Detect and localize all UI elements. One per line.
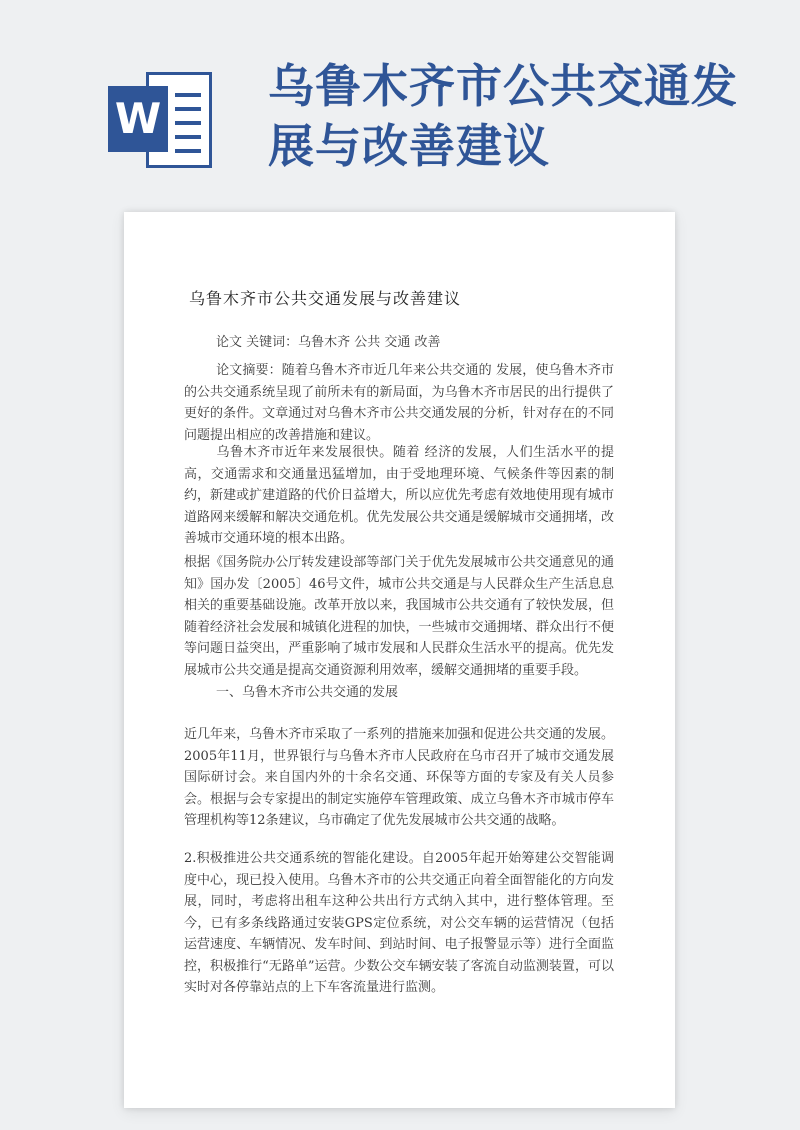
text-line-icon <box>175 121 201 125</box>
body-paragraph-3: 近几年来，乌鲁木齐市采取了一系列的措施来加强和促进公共交通的发展。2005年11月，世界银行与乌鲁木齐市人民政府在乌市召开了城市交通发展国际研讨会。来自国内外的十余名交通、环保等方面的专家及有关人员参会。根据与会专家提出的制定实施停车管理政策、成立乌鲁木齐市城市停车管理机构等12条建议，乌市确定了优先发展城市公共交通的战略。 <box>184 727 614 828</box>
text-line-icon <box>175 107 201 111</box>
abstract-paragraph <box>184 360 614 446</box>
body-paragraph-2: 根据《国务院办公厅转发建设部等部门关于优先发展城市公共交通意见的通知》国办发〔2005〕46号文件，城市公共交通是与人民群众生产生活息息相关的重要基础设施。改革开放以来，我国城市公共交通有了较快发展，但随着经济社会发展和城镇化进程的加快，一些城市交通拥堵、群众出行不便等问题日益突出，严重影响了城市发展和人民群众生活水平的提高。优先发展城市公共交通是提高交通资源利用效率，缓解交通拥堵的重要手段。 <box>184 555 614 678</box>
body-paragraph-1 <box>184 442 614 550</box>
keywords-text: 论文 关键词：乌鲁木齐 公共 交通 改善 <box>216 335 441 350</box>
banner <box>0 0 800 215</box>
word-logo-badge: W <box>108 86 168 152</box>
text-line-icon <box>175 93 201 97</box>
section-heading-1 <box>184 682 614 704</box>
keywords-line <box>184 332 614 354</box>
abstract-text: 论文摘要：随着乌鲁木齐市近几年来公共交通的 发展，使乌鲁木齐市的公共交通系统呈现了前所未有的新局面，为乌鲁木齐市居民的出行提供了更好的条件。文章通过对乌鲁木齐市公共交通发展的分析，针对存在的不同问题提出相应的改善措施和建议。 <box>184 363 614 443</box>
section-heading-1-text: 一、乌鲁木齐市公共交通的发展 <box>216 685 399 700</box>
document-title: 乌鲁木齐市公共交通发展与改善建议 <box>189 289 462 308</box>
word-doc-icon <box>108 72 216 168</box>
body-paragraph-4: 2.积极推进公共交通系统的智能化建设。自2005年起开始筹建公交智能调度中心，现已投入使用。乌鲁木齐市的公共交通正向着全面智能化的方向发展，同时，考虑将出租车这种公共出行方式纳入其中，进行整体管理。至今，已有多条线路通过安装GPS定位系统，对公交车辆的运营情况（包括运营速度、车辆情况、发车时间、到站时间、电子报警显示等）进行全面监控，积极推行“无路单”运营。少数公交车辆安装了客流自动监测装置，可以实时对各停靠站点的上下车客流量进行监测。 <box>184 851 614 995</box>
text-line-icon <box>175 135 201 139</box>
document-page <box>124 212 675 1108</box>
text-line-icon <box>175 149 201 153</box>
paragraph-1-text: 乌鲁木齐市近年来发展很快。随着 经济的发展，人们生活水平的提高，交通需求和交通量迅猛增加，由于受地理环境、气候条件等因素的制约，新建或扩建道路的代价日益增大，所以应优先考虑有效地使用现有城市道路网来缓解和解决交通危机。优先发展公共交通是缓解城市交通拥堵，改善城市交通环境的根本出路。 <box>184 445 614 546</box>
banner-title: 乌鲁木齐市公共交通发展与改善建议 <box>268 59 738 173</box>
